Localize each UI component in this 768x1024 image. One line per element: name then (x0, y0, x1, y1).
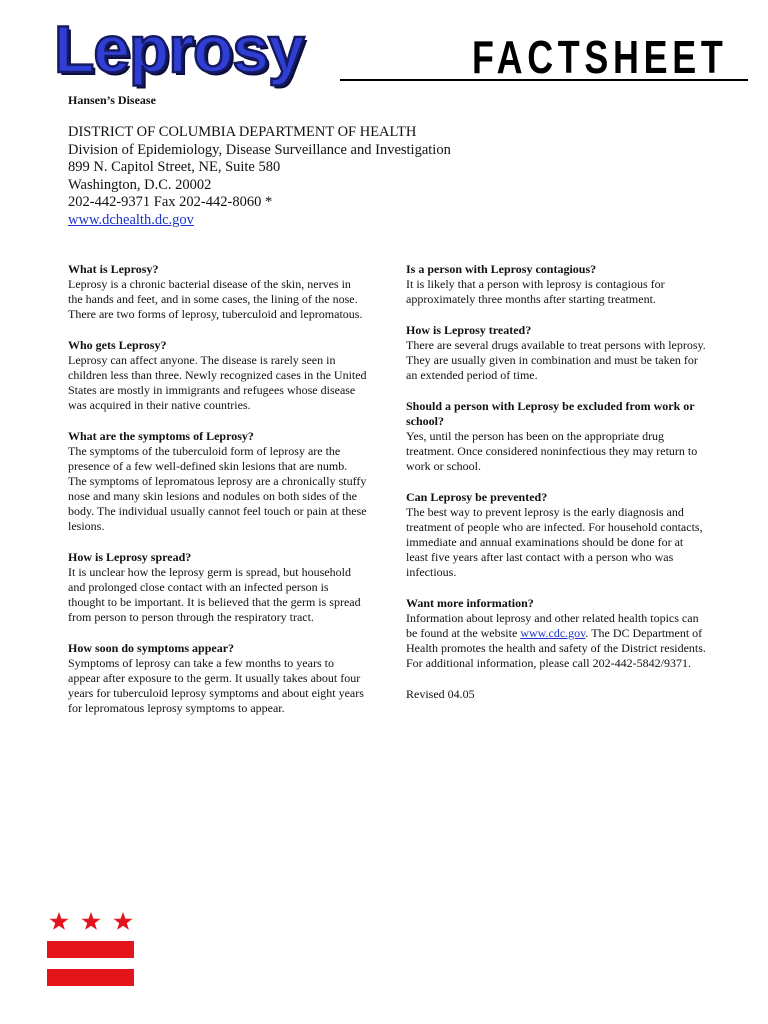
star-icon (82, 912, 101, 930)
faq-question: What is Leprosy? (68, 262, 159, 276)
faq-answer: It is likely that a person with leprosy is contagious for approximately three months after starting treatment. (406, 277, 665, 306)
flag-stripe (47, 969, 134, 986)
faq-question: How is Leprosy treated? (406, 323, 532, 337)
faq-section (68, 262, 368, 322)
right-column (406, 262, 706, 702)
faq-answer: Yes, until the person has been on the appropriate drug treatment. Once considered noninfectious they may return to work or school. (406, 429, 698, 473)
faq-answer: Leprosy can affect anyone. The disease is rarely seen in children less than three. Newly recognized cases in the United States are mostly in immigrants and refugees whose disease was acquired in their native countries. (68, 353, 367, 412)
faq-answer: The symptoms of the tuberculoid form of leprosy are the presence of a few well-defined skin lesions that are numb. The symptoms of lepromatous leprosy are a chronically stuffy nose and many skin lesions and nodules on both sides of the body. The individual usually cannot feel touch or pain at these lesions. (68, 444, 367, 533)
faq-question: Is a person with Leprosy contagious? (406, 262, 597, 276)
faq-question: Want more information? (406, 596, 534, 610)
faq-question: What are the symptoms of Leprosy? (68, 429, 254, 443)
leprosy-title: Leprosy (54, 12, 304, 86)
faq-question: How soon do symptoms appear? (68, 641, 235, 655)
address-line-2: Washington, D.C. 20002 (68, 176, 212, 193)
star-icon (114, 912, 133, 930)
faq-question: Who gets Leprosy? (68, 338, 167, 352)
faq-answer: There are several drugs available to treat persons with leprosy. They are usually given in combination and must be taken for an extended period of time. (406, 338, 706, 382)
division-name: Division of Epidemiology, Disease Surveillance and Investigation (68, 141, 451, 158)
left-column (68, 262, 368, 732)
phone-fax: 202-442-9371 Fax 202-442-8060 * (68, 194, 273, 210)
star-icon (50, 912, 69, 930)
dchealth-link[interactable]: www.dchealth.dc.gov (68, 211, 194, 228)
faq-question: Can Leprosy be prevented? (406, 490, 548, 504)
faq-question: How is Leprosy spread? (68, 550, 192, 564)
flag-stripe (47, 941, 134, 958)
faq-section (68, 641, 368, 716)
dc-flag-icon (46, 910, 136, 990)
faq-section (68, 550, 368, 625)
factsheet-heading: FACTSHEET (472, 31, 728, 83)
faq-section (406, 323, 706, 383)
faq-section (406, 262, 706, 307)
faq-answer: Leprosy is a chronic bacterial disease of the skin, nerves in the hands and feet, and in some cases, the lining of the nose. There are two forms of leprosy, tuberculoid and lepromatous. (68, 277, 363, 321)
faq-section (68, 429, 368, 534)
more-info-section (406, 596, 706, 671)
faq-answer (406, 611, 706, 671)
more-info-text-after: . The DC Department of Health promotes the health and safety of the District residents. For additional information, please call 202-442-5842/9371. (406, 626, 706, 670)
faq-section (406, 490, 706, 580)
faq-answer: The best way to prevent leprosy is the early diagnosis and treatment of people who are infected. For household contacts, immediate and annual examinations should be done for at least five years after last contact with a person who was infectious. (406, 505, 703, 579)
faq-answer: Symptoms of leprosy can take a few months to years to appear after exposure to the germ. It usually takes about four years for tuberculoid leprosy symptoms and about eight years for lepromatous leprosy symptoms to appear. (68, 656, 364, 715)
cdc-link[interactable]: www.cdc.gov (520, 626, 586, 640)
faq-section (406, 399, 706, 474)
faq-question: Should a person with Leprosy be excluded from work or school? (406, 399, 695, 428)
revised-date: Revised 04.05 (406, 687, 475, 701)
department-name: DISTRICT OF COLUMBIA DEPARTMENT OF HEALTH (68, 124, 417, 140)
faq-answer: It is unclear how the leprosy germ is spread, but household and prolonged close contact with an infected person is thought to be important. It is believed that the germ is spread from person to person through the respiratory tract. (68, 565, 361, 624)
faq-section (68, 338, 368, 413)
more-info-text-before: Information about leprosy and other related health topics can be found at the website (406, 611, 699, 640)
contact-block (68, 124, 451, 229)
address-line-1: 899 N. Capitol Street, NE, Suite 580 (68, 159, 281, 175)
subtitle: Hansen’s Disease (68, 93, 156, 107)
